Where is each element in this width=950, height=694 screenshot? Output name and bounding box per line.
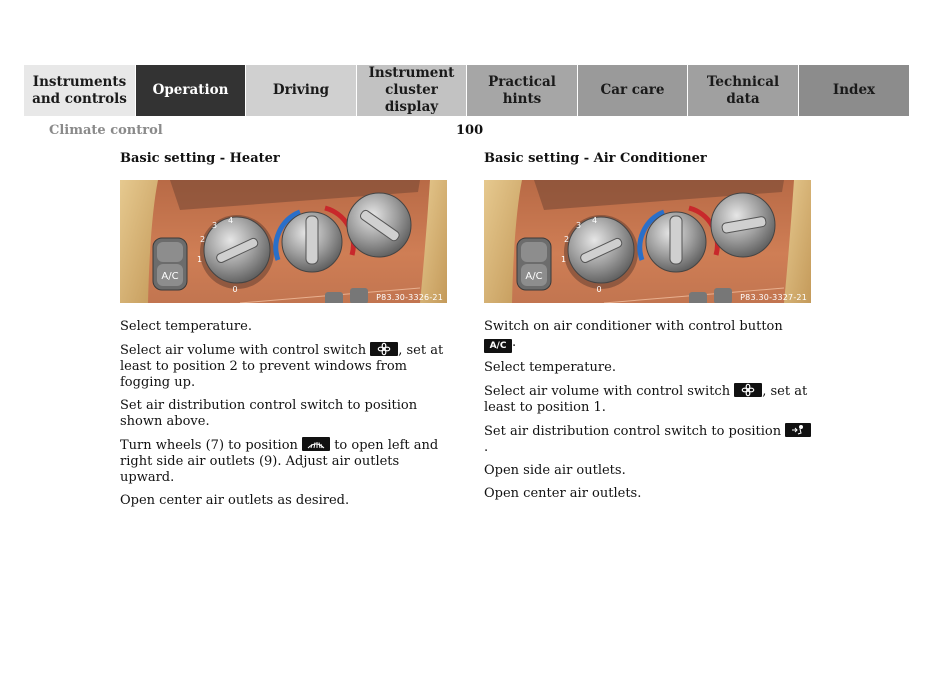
heater-panel-photo — [120, 180, 447, 303]
ac-photo-code: P83.30-3327-21 — [740, 293, 807, 302]
heater-column — [120, 151, 450, 516]
tab-driving[interactable]: Driving — [246, 65, 357, 116]
svg-text:0: 0 — [596, 285, 602, 294]
svg-text:A/C: A/C — [525, 271, 543, 282]
air-distribution-knob-graphic — [347, 193, 411, 257]
side-outlet-symbol-icon — [302, 437, 330, 451]
tab-instruments-and-controls[interactable]: Instruments and controls — [24, 65, 136, 116]
svg-text:1: 1 — [561, 255, 567, 264]
heater-step-5: Open center air outlets as desired. — [120, 493, 350, 508]
fan-symbol-icon — [370, 342, 398, 356]
svg-text:4: 4 — [592, 216, 598, 225]
tab-car-care[interactable]: Car care — [578, 65, 688, 116]
svg-text:A/C: A/C — [161, 271, 179, 282]
ac-step-2: Select temperature. — [484, 360, 616, 375]
svg-text:4: 4 — [228, 216, 234, 225]
tab-index[interactable]: Index — [799, 65, 909, 116]
page-number: 100 — [456, 123, 484, 138]
ac-step-6: Open center air outlets. — [484, 486, 642, 501]
svg-text:2: 2 — [200, 235, 206, 244]
tab-instrument-cluster-display[interactable]: Instrument cluster display — [357, 65, 467, 116]
ac-button-symbol-icon: A/C — [484, 339, 512, 353]
heater-step-1: Select temperature. — [120, 319, 252, 334]
ac-step-5: Open side air outlets. — [484, 463, 626, 478]
ac-heading: Basic setting - Air Conditioner — [484, 151, 707, 166]
air-to-body-symbol-icon — [785, 423, 811, 437]
heater-photo-code: P83.30-3326-21 — [376, 293, 443, 302]
heater-step-2: Select air volume with control switch , set at least to position 2 to prevent windows from fogging up. — [120, 343, 444, 390]
svg-text:3: 3 — [212, 221, 218, 230]
ac-step-3: Select air volume with control switch , set at least to position 1. — [484, 384, 808, 415]
ac-steps — [484, 319, 814, 502]
svg-text:0: 0 — [232, 285, 238, 294]
svg-text:3: 3 — [576, 221, 582, 230]
heater-step-4: Turn wheels (7) to position to open left and right side air outlets (9). Adjust air outlets upward. — [120, 438, 439, 485]
tab-practical-hints[interactable]: Practical hints — [467, 65, 578, 116]
ac-step-1: Switch on air conditioner with control button A/C . — [484, 319, 783, 351]
heater-heading: Basic setting - Heater — [120, 151, 280, 166]
air-distribution-knob-graphic — [711, 193, 775, 257]
fan-symbol-icon — [734, 383, 762, 397]
svg-text:2: 2 — [564, 235, 570, 244]
section-title: Climate control — [49, 123, 163, 138]
tab-technical-data[interactable]: Technical data — [688, 65, 799, 116]
ac-step-4: Set air distribution control switch to position . — [484, 423, 814, 456]
heater-step-3: Set air distribution control switch to position shown above. — [120, 398, 418, 429]
heater-steps — [120, 319, 450, 509]
ac-panel-photo — [484, 180, 811, 303]
tab-operation[interactable]: Operation — [136, 65, 246, 116]
ac-button-graphic — [517, 238, 551, 290]
ac-button-graphic — [153, 238, 187, 290]
section-tabs — [24, 65, 909, 116]
ac-column — [484, 151, 814, 509]
svg-text:1: 1 — [197, 255, 203, 264]
